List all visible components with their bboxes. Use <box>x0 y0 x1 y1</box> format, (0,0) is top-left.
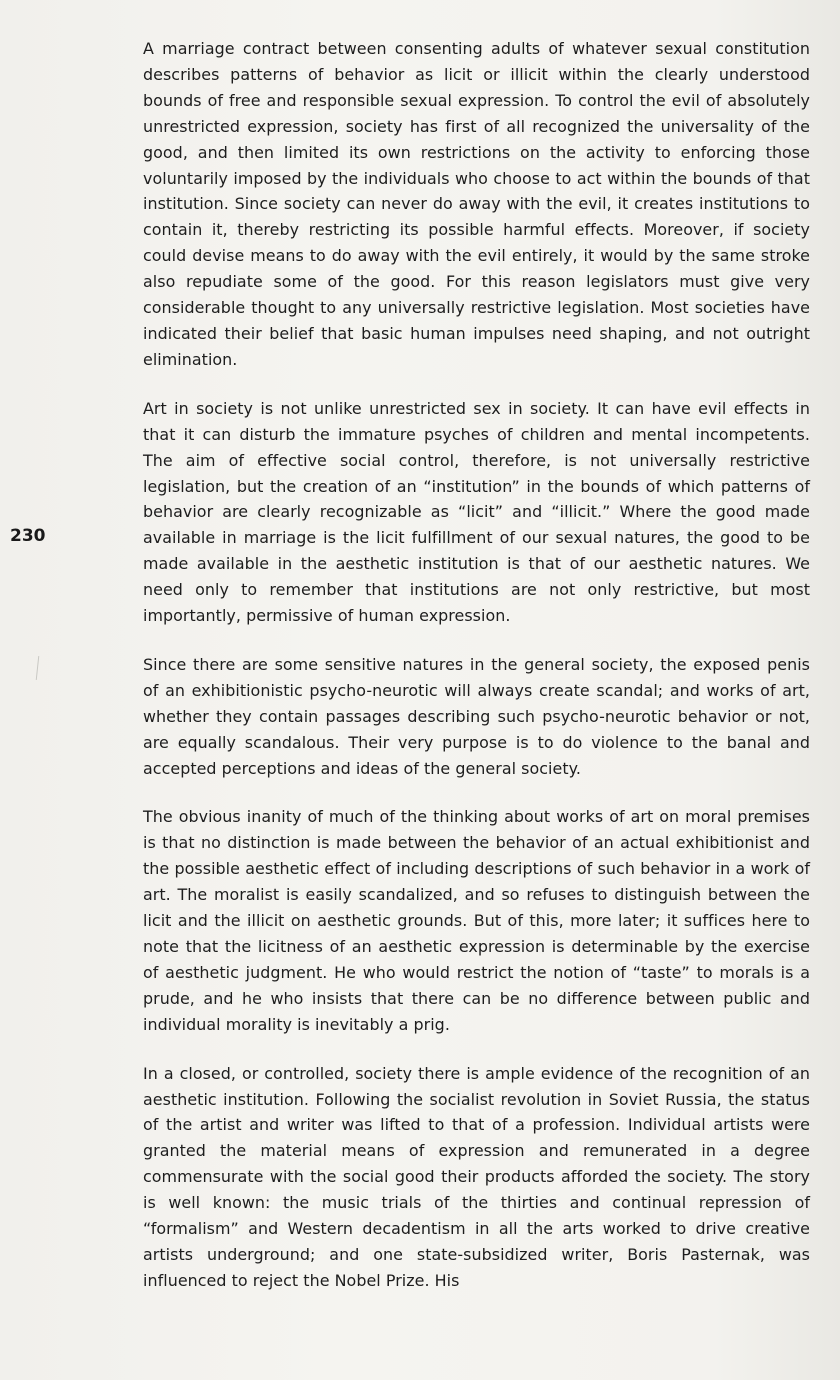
paragraph-marriage-contract: A marriage contract between consenting adults of whatever sexual constitution describes patterns of behavior as licit or illicit within the clearly understood bounds of free and responsible sexual expression. To control the evil of absolutely unrestricted expression, society has first of all recognized the universality of the good, and then limited its own restrictions on the activity to enforcing those voluntarily imposed by the individuals who choose to act within the bounds of that institution. Since society can never do away with the evil, it creates institutions to contain it, thereby restricting its possible harmful effects. Moreover, if society could devise means to do away with the evil entirely, it would by the same stroke also repudiate some of the good. For this reason legislators must give very considerable thought to any universally restrictive legislation. Most societies have indicated their belief that basic human impulses need shaping, and not outright elimination. <box>143 39 810 369</box>
body-text <box>143 36 810 1317</box>
paragraph-sensitive-natures: Since there are some sensitive natures in the general society, the exposed penis of an exhibitionistic psycho-neurotic will always create scandal; and works of art, whether they contain passages describing such psycho-neurotic behavior or not, are equally scandalous. Their very purpose is to do violence to the banal and accepted perceptions and ideas of the general society. <box>143 654 810 778</box>
paragraph-obvious-inanity: The obvious inanity of much of the thinking about works of art on moral premises is that no distinction is made between the behavior of an actual exhibitionist and the possible aesthetic effect of including descriptions of such behavior in a work of art. The moralist is easily scandalized, and so refuses to distinguish between the licit and the illicit on aesthetic grounds. But of this, more later; it suffices here to note that the licitness of an aesthetic expression is determinable by the exercise of aesthetic judgment. He who would restrict the notion of “taste” to morals is a prude, and he who insists that there can be no difference between public and individual morality is inevitably a prig. <box>143 807 810 1034</box>
page-number: 230 <box>10 526 46 546</box>
paragraph-closed-society: In a closed, or controlled, society there is ample evidence of the recognition of an aesthetic institution. Following the socialist revolution in Soviet Russia, the status of the artist and writer was lifted to that of a profession. Individual artists were granted the material means of expression and remunerated in a degree commensurate with the social good their products afforded the society. The story is well known: the music trials of the thirties and continual repression of “formalism” and Western decadentism in all the arts worked to drive creative artists underground; and one state-subsidized writer, Boris Pasternak, was influenced to reject the Nobel Prize. His <box>143 1063 810 1290</box>
paragraph-art-in-society: Art in society is not unlike unrestricted sex in society. It can have evil effects in that it can disturb the immature psyches of children and mental incompetents. The aim of effective social control, therefore, is not universally restrictive legislation, but the creation of an “institution” in the bounds of which patterns of behavior are clearly recognizable as “licit” and “illicit.” Where the good made available in marriage is the licit fulfillment of our sexual natures, the good to be made available in the aesthetic institution is that of our aesthetic natures. We need only to remember that institutions are not only restrictive, but most importantly, permissive of human expression. <box>143 398 810 626</box>
margin-pencil-mark <box>36 656 40 680</box>
